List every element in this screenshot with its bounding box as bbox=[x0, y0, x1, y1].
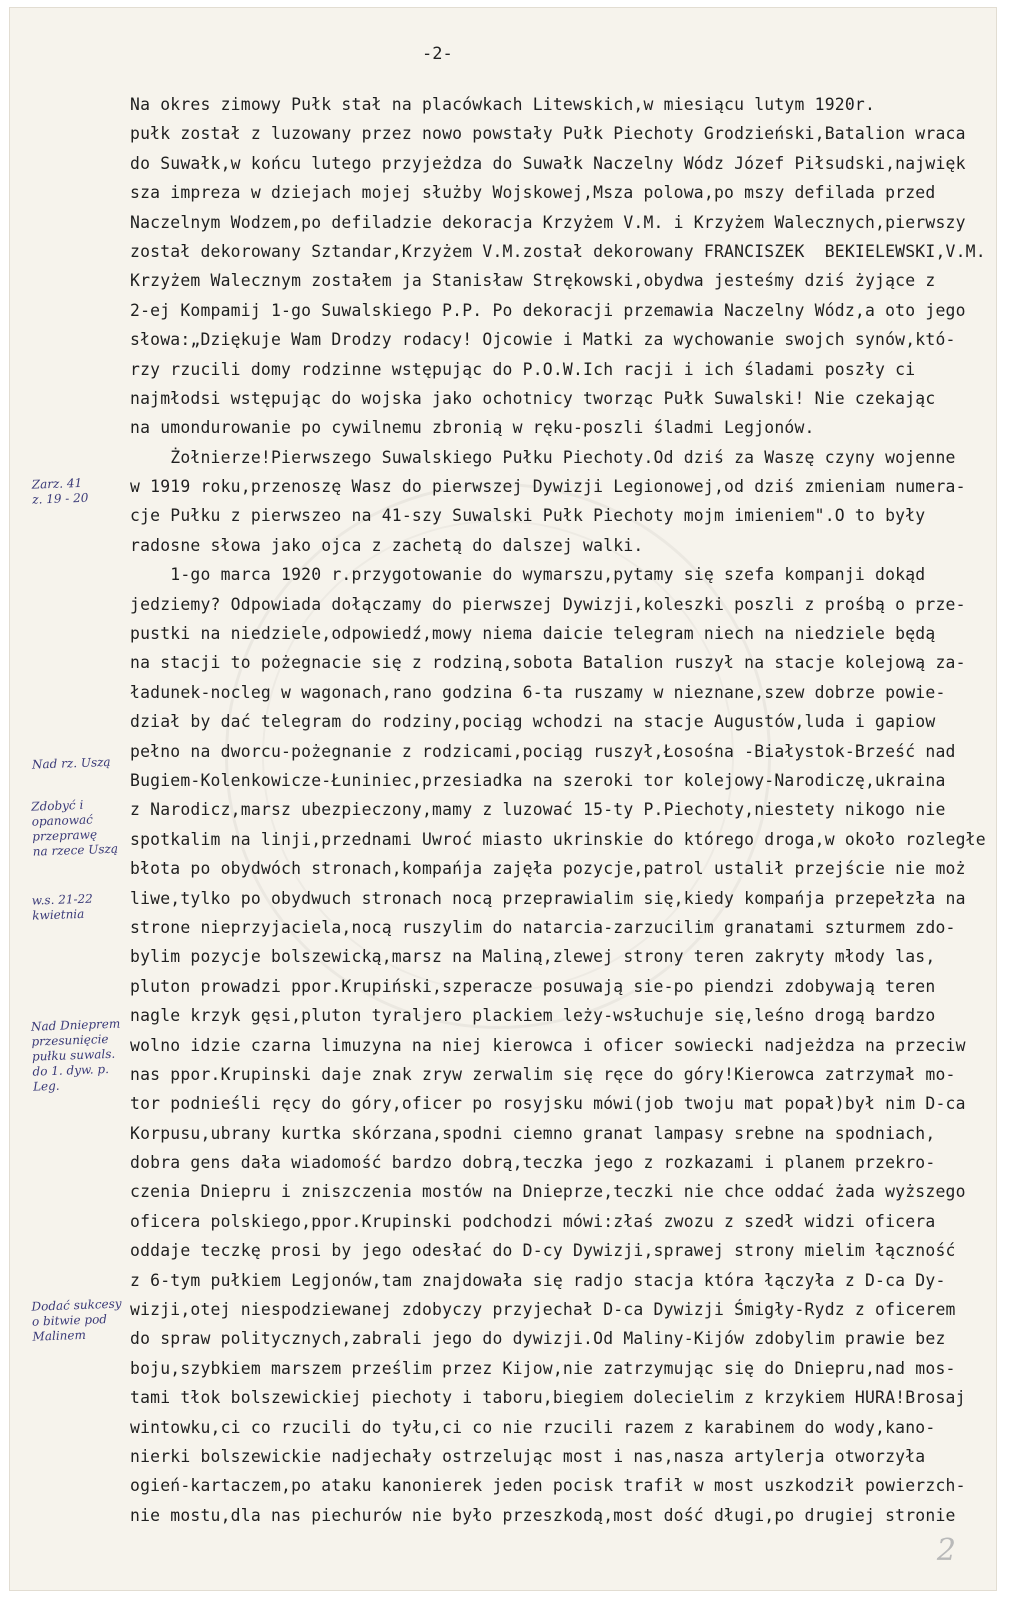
text-line: tami tłok bolszewickiej piechoty i taboru,biegiem dolecielim z krzykiem HURA!Brosaj bbox=[130, 1388, 966, 1408]
text-line: pluton prowadzi ppor.Krupiński,szperacze posuwają sie-po piendzi zdobywają teren bbox=[130, 976, 936, 996]
text-line: oddaje teczkę prosi by jego odesłać do D-cy Dywizji,sprawej strony mielim łączność bbox=[130, 1241, 956, 1261]
margin-note: Nad rz. Uszą bbox=[31, 754, 111, 772]
text-line: strone nieprzyjaciela,nocą ruszylim do natarcia-zarzucilim granatami szturmem zdo- bbox=[130, 917, 956, 937]
text-line: rzy rzucili domy rodzinne wstępując do P.O.W.Ich racji i ich śladami poszły ci bbox=[130, 359, 916, 379]
text-line: Żołnierze!Pierwszego Suwalskiego Pułku Piechoty.Od dziś za Waszę czyny wojenne bbox=[130, 447, 956, 467]
text-line: z Narodicz,marsz ubezpieczony,mamy z luzować 15-ty P.Piechoty,niestety nikogo nie bbox=[130, 800, 946, 820]
text-line: pułk został z luzowany przez nowo powstały Pułk Piechoty Grodzieński,Batalion wraca bbox=[130, 124, 966, 144]
text-line: radosne słowa jako ojca z zachetą do dalszej walki. bbox=[130, 535, 644, 555]
text-line: pustki na niedziele,odpowiedź,mowy niema daicie telegram niech na niedziele będą bbox=[130, 624, 936, 644]
text-line: na stacji to pożegnacie się z rodziną,sobota Batalion ruszył na stacje kolejową za- bbox=[130, 653, 966, 673]
text-line: nagle krzyk gęsi,pluton tyraljero plackiem leży-wsłuchuje się,leśno drogą bardzo bbox=[130, 1006, 936, 1026]
margin-notes bbox=[24, 8, 124, 1590]
text-line: został dekorowany Sztandar,Krzyżem V.M.został dekorowany FRANCISZEK BEKIELEWSKI,V.M. bbox=[130, 241, 986, 261]
text-line: tor podnieśli ręcy do góry,oficer po rosyjsku mówi(job twoju mat popał)był nim D-ca bbox=[130, 1094, 966, 1114]
text-line: z 6-tym pułkiem Legjonów,tam znajdowała się radjo stacja która łączyła z D-ca Dy- bbox=[130, 1270, 946, 1290]
text-line: wintowku,ci co rzucili do tyłu,ci co nie rzucili razem z karabinem do wody,kano- bbox=[130, 1417, 936, 1437]
document-page bbox=[10, 8, 996, 1590]
text-line: błota po obydwóch stronach,kompańja zajęła pozycje,patrol ustalił przejście nie moż bbox=[130, 859, 966, 879]
text-line: czenia Dniepru i zniszczenia mostów na Dnieprze,teczki nie chce oddać żada wyższego bbox=[130, 1182, 966, 1202]
text-line: dobra gens dała wiadomość bardzo dobrą,teczka jego z rozkazami i planem przekro- bbox=[130, 1153, 936, 1173]
typewritten-text bbox=[130, 90, 986, 1530]
handwritten-page-number: 2 bbox=[936, 1533, 956, 1568]
text-line: ładunek-nocleg w wagonach,rano godzina 6-ta ruszamy w nieznane,szew dobrze powie- bbox=[130, 682, 946, 702]
text-line: ogień-kartaczem,po ataku kanonierek jeden pocisk trafił w most uszkodził powierzch- bbox=[130, 1476, 966, 1496]
margin-note: Zarz. 41 z. 19 - 20 bbox=[31, 475, 89, 507]
margin-note: w.s. 21-22 kwietnia bbox=[31, 891, 94, 923]
margin-note: Zdobyć i opanować przeprawę na rzece Uszą bbox=[30, 797, 119, 859]
text-line: Korpusu,ubrany kurtka skórzana,spodni ciemno granat lampasy srebne na spodniach, bbox=[130, 1123, 936, 1143]
text-line: Naczelnym Wodzem,po defiladzie dekoracja Krzyżem V.M. i Krzyżem Walecznych,pierwszy bbox=[130, 212, 966, 232]
text-line: nas ppor.Krupinski daje znak zryw zerwalim się ręce do góry!Kierowca zatrzymał mo- bbox=[130, 1064, 956, 1084]
page-number: -2- bbox=[422, 44, 453, 64]
text-line: jedziemy? Odpowiada dołączamy do pierwszej Dywizji,koleszki poszli z prośbą o prze- bbox=[130, 594, 966, 614]
text-line: boju,szybkiem marszem prześlim przez Kijow,nie zatrzymując się do Dniepru,nad mos- bbox=[130, 1358, 956, 1378]
text-line: wolno idzie czarna limuzyna na niej kierowca i oficer sowiecki nadjeżdza na przeciw bbox=[130, 1035, 966, 1055]
text-line: oficera polskiego,ppor.Krupinski podchodzi mówi:złaś zwozu z szedł widzi oficera bbox=[130, 1211, 936, 1231]
text-line: bylim pozycje bolszewicką,marsz na Maliną,zlewej strony teren zakryty młody las, bbox=[130, 947, 936, 967]
text-line: nierki bolszewickie nadjechały ostrzelując most i nas,nasza artylerja otworzyła bbox=[130, 1446, 926, 1466]
text-line: Na okres zimowy Pułk stał na placówkach Litewskich,w miesiącu lutym 1920r. bbox=[130, 95, 876, 114]
text-line: wizji,otej niespodziewanej zdobyczy przyjechał D-ca Dywizji Śmigły-Rydz z oficerem bbox=[130, 1300, 956, 1320]
text-line: 1-go marca 1920 r.przygotowanie do wymarszu,pytamy się szefa kompanji dokąd bbox=[130, 565, 926, 585]
text-line: sza impreza w dziejach mojej służby Wojskowej,Msza polowa,po mszy defilada przed bbox=[130, 183, 936, 203]
text-line: w 1919 roku,przenoszę Wasz do pierwszej Dywizji Legionowej,od dziś zmieniam numera- bbox=[130, 477, 966, 497]
margin-note: Nad Dnieprem przesunięcie pułku suwals. do 1. dyw. p. Leg. bbox=[30, 1016, 121, 1094]
text-line: spotkalim na linji,przednami Uwroć miasto ukrinskie do którego droga,w około rozległe bbox=[130, 829, 986, 849]
text-line: pełno na dworcu-pożegnanie z rodzicami,pociąg ruszył,Łosośna -Białystok-Brześć nad bbox=[130, 741, 956, 761]
text-line: na umondurowanie po cywilnemu zbronią w ręku-poszli śladmi Legjonów. bbox=[130, 418, 815, 438]
text-line: najmłodsi wstępując do wojska jako ochotnicy tworząc Pułk Suwalski! Nie czekając bbox=[130, 388, 936, 408]
margin-note: Dodać sukcesy o bitwie pod Malinem bbox=[31, 1296, 122, 1344]
text-line: Krzyżem Walecznym zostałem ja Stanisław Strękowski,obydwa jesteśmy dziś żyjące z bbox=[130, 271, 936, 291]
text-line: cje Pułku z pierwszeo na 41-szy Suwalski Pułk Piechoty mojm imieniem".O to były bbox=[130, 506, 926, 526]
text-line: Bugiem-Kolenkowicze-Łuniniec,przesiadka na szeroki tor kolejowy-Narodiczę,ukraina bbox=[130, 770, 946, 790]
text-line: dział by dać telegram do rodziny,pociąg wchodzi na stacje Augustów,luda i gapiow bbox=[130, 712, 936, 732]
text-line: do Suwałk,w końcu lutego przyjeżdza do Suwałk Naczelny Wódz Józef Piłsudski,najwięk bbox=[130, 153, 966, 173]
text-line: do spraw politycznych,zabrali jego do dywizji.Od Maliny-Kijów zdobylim prawie bez bbox=[130, 1329, 946, 1349]
text-line: liwe,tylko po obydwuch stronach nocą przeprawialim się,kiedy kompańja przepełzła na bbox=[130, 888, 966, 908]
text-line: nie mostu,dla nas piechurów nie było przeszkodą,most dość długi,po drugiej stronie bbox=[130, 1505, 956, 1525]
text-line: słowa:„Dziękuje Wam Drodzy rodacy! Ojcowie i Matki za wychowanie swojch synów,któ- bbox=[130, 330, 956, 350]
text-line: 2-ej Kompamij 1-go Suwalskiego P.P. Po dekoracji przemawia Naczelny Wódz,a oto jego bbox=[130, 300, 966, 320]
